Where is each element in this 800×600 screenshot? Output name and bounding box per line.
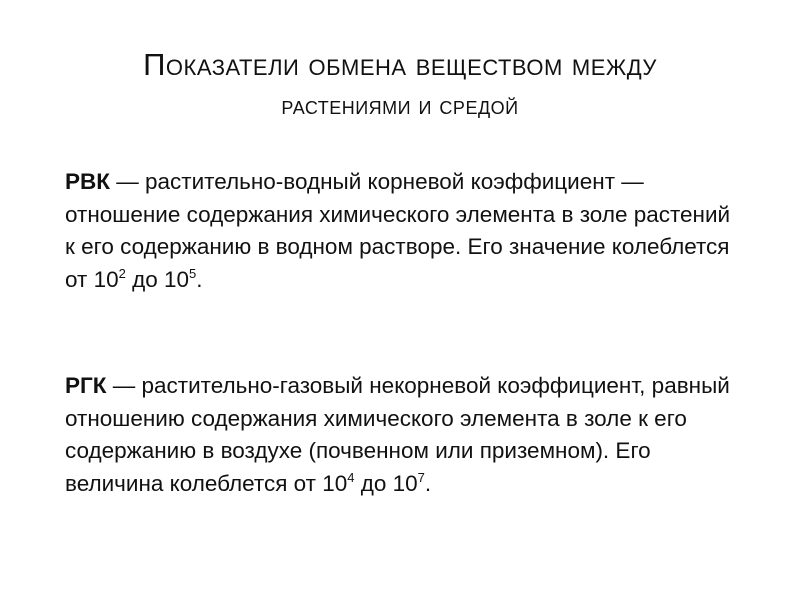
rvk-exponent-min: 2	[118, 265, 126, 281]
rgk-definition: — растительно-газовый некорневой коэффициент, равный отношению содержания химического элемента в золе к его содержанию в воздухе (почвенном или приземном). Его величина колеблется от 10	[65, 373, 730, 496]
rvk-term: РВК	[65, 169, 110, 194]
rvk-definition: — растительно-водный корневой коэффициент — отношение содержания химического элемента в золе растений к его содержанию в водном растворе. Его значение колеблется от 10	[65, 169, 731, 292]
rvk-range-connector: до 10	[125, 266, 190, 292]
slide-title-line-1: Показатели обмена веществом между	[143, 47, 657, 82]
slide-title-line-2: растениями и средой	[281, 91, 519, 120]
slide-title	[20, 46, 780, 122]
rgk-paragraph	[65, 370, 745, 500]
rgk-end: .	[424, 470, 432, 496]
rvk-paragraph	[65, 166, 745, 296]
rgk-exponent-min: 4	[347, 469, 355, 485]
rgk-term: РГК	[65, 373, 107, 398]
rvk-exponent-max: 5	[189, 265, 197, 281]
rvk-end: .	[196, 266, 203, 292]
rgk-range-connector: до 10	[354, 470, 418, 496]
rgk-exponent-max: 7	[417, 469, 425, 485]
